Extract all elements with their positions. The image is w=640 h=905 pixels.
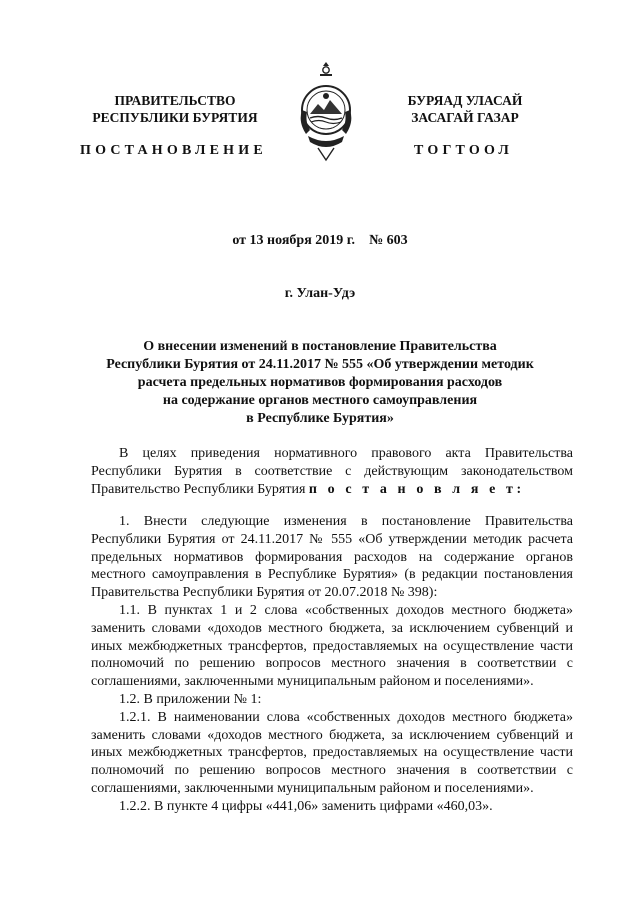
issuer-bua [380, 92, 550, 126]
issuer-bua-line1: БУРЯАД УЛАСАЙ [407, 93, 523, 108]
resolves-word: п о с т а н о в л я е т: [308, 481, 525, 497]
paragraph-1-2-1: 1.2.1. В наименовании слова «собственных доходов местного бюджета» заменить словами «доходов местного бюджета, за исключением субвенций и иных межбюджетных трансфертов, предоставляемых на осуществление части полномочий по решению вопросов местного значения в соответствии с соглашениями, заключенными муниципальным районом и поселениями». [91, 709, 573, 796]
issuer-bua-line2: ЗАСАГАЙ ГАЗАР [411, 110, 519, 125]
paragraph-1: 1. Внести следующие изменения в постановление Правительства Республики Бурятия от 24.11.2017 № 555 «Об утверждении методик расчета предельных нормативов формирования расходов на содержание органов местного самоуправления в Республике Бурятия» (в редакции постановления Правительства Республики Бурятия от 20.07.2018 № 398): [91, 514, 573, 601]
paragraph-1-2-2: 1.2.2. В пункте 4 цифры «441,06» заменить цифрами «460,03». [119, 798, 493, 814]
title-line: в Республике Бурятия» [246, 411, 394, 426]
paragraph-1-1: 1.1. В пунктах 1 и 2 слова «собственных доходов местного бюджета» заменить словами «доходов местного бюджета, за исключением субвенций и иных межбюджетных трансфертов, предоставляемых на осуществление части полномочий по решению вопросов местного значения в соответствии с соглашениями, заключенными муниципальным районом и поселениями». [91, 602, 573, 690]
title-line: О внесении изменений в постановление Правительства [143, 339, 497, 354]
title-line: на содержание органов местного самоуправления [162, 393, 478, 408]
paragraph-1-2: 1.2. В приложении № 1: [119, 691, 262, 707]
document-number: № 603 [369, 233, 408, 248]
document-date: от 13 ноября 2019 г. [232, 233, 356, 248]
preamble [91, 445, 573, 498]
preamble-text: В целях приведения нормативного правового акта Правительства Республики Бурятия в соответствие с действующим законодательством Правительство Республики Бурятия [91, 446, 573, 497]
title-line: Республики Бурятия от 24.11.2017 № 555 «Об утверждении методик [106, 357, 534, 372]
doc-type-bua: ТОГТООЛ [414, 143, 514, 158]
issuer-ru-line2: РЕСПУБЛИКИ БУРЯТИЯ [92, 110, 258, 125]
doc-type-ru: ПОСТАНОВЛЕНИЕ [80, 143, 267, 158]
document-city: г. Улан-Удэ [284, 286, 356, 301]
coat-of-arms-icon [296, 60, 356, 164]
document-title [90, 338, 550, 428]
issuer-ru-line1: ПРАВИТЕЛЬСТВО [114, 93, 236, 108]
document-body [91, 513, 573, 816]
issuer-ru [80, 92, 270, 126]
date-number-line [0, 233, 640, 249]
title-line: расчета предельных нормативов формирования расходов [137, 375, 503, 390]
